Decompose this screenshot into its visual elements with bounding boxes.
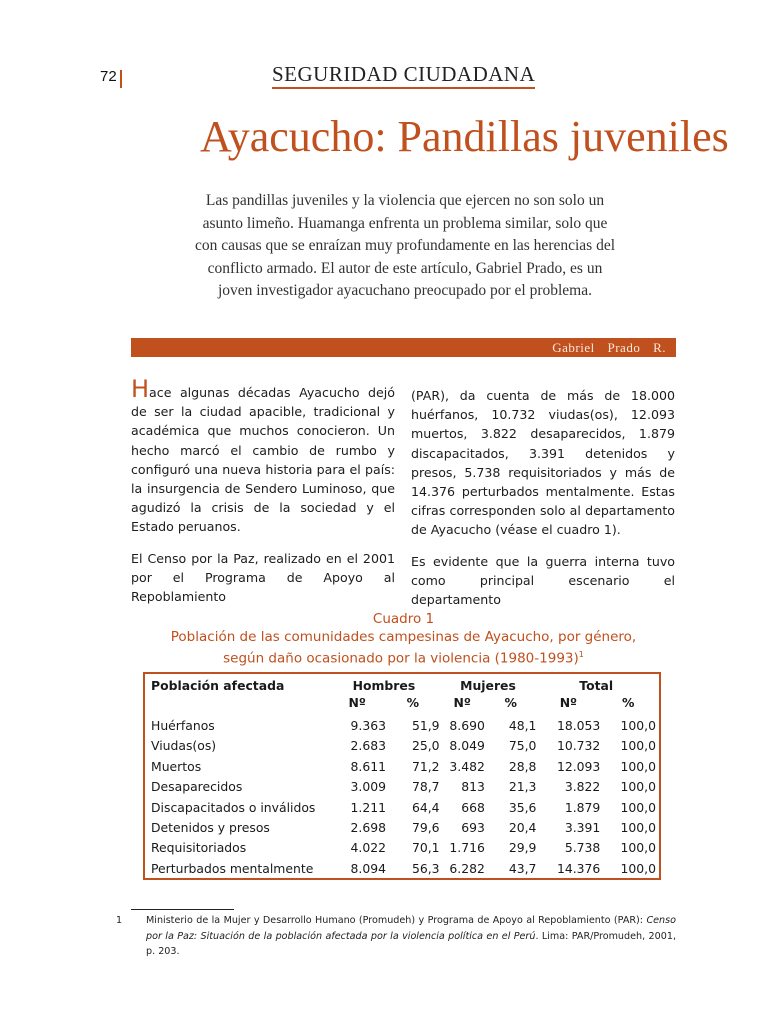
col-header-pct: % xyxy=(406,695,419,710)
table-title-line xyxy=(131,646,676,668)
row-label: Desaparecidos xyxy=(151,779,243,795)
data-table xyxy=(150,678,656,879)
footnote-number: 1 xyxy=(116,915,123,926)
cell-mujeres-n: 668 xyxy=(461,799,485,815)
footnote-ref: 1 xyxy=(578,650,584,659)
page-number-divider xyxy=(120,70,122,88)
table-row xyxy=(150,777,656,797)
footnote-text: Ministerio de la Mujer y Desarrollo Humano (Promudeh) y Programa de Apoyo al Repoblamiento (PAR): xyxy=(146,915,647,926)
article-title: Ayacucho: Pandillas juveniles xyxy=(200,112,729,161)
col-header-blank xyxy=(150,694,328,712)
row-label: Muertos xyxy=(151,758,202,774)
text-column-left xyxy=(131,375,395,618)
cell-mujeres-pct: 29,9 xyxy=(508,840,537,856)
cell-hombres-pct: 79,6 xyxy=(411,820,440,836)
paragraph: (PAR), da cuenta de más de 18.000 huérfanos, 10.732 viudas(os), 12.093 muertos, 3.822 desaparecidos, 1.879 discapacitados, 3.391 detenidos y presos, 5.738 requisitoriados y más de 14.376 perturbados mentalmente. Estas cifras corresponden solo al departamento de Ayacucho (véase el cuadro 1). xyxy=(411,388,675,538)
cell-hombres-pct: 71,2 xyxy=(411,758,440,774)
cell-mujeres-pct: 75,0 xyxy=(508,738,537,754)
table-row xyxy=(150,859,656,879)
author-bar xyxy=(131,338,676,357)
cell-total-n: 10.732 xyxy=(556,738,601,754)
cell-total-pct: 100,0 xyxy=(620,840,656,856)
cell-total-n: 3.391 xyxy=(564,820,601,836)
footnote-title: Censo por la Paz: Situación de la población afectada por la violencia política en el Perú xyxy=(146,915,676,942)
cell-hombres-n: 8.611 xyxy=(350,758,386,774)
table-title-text: según daño ocasionado por la violencia (1980-1993) xyxy=(223,650,579,667)
table-row xyxy=(150,757,656,777)
cell-hombres-pct: 64,4 xyxy=(411,799,440,815)
cell-total-n: 5.738 xyxy=(564,840,601,856)
cell-total-pct: 100,0 xyxy=(620,860,656,876)
table-title-line: Población de las comunidades campesinas de Ayacucho, por género, xyxy=(170,629,637,645)
col-header-n: Nº xyxy=(348,695,366,710)
drop-cap: H xyxy=(131,375,150,403)
cell-mujeres-pct: 48,1 xyxy=(508,718,537,733)
cell-total-pct: 100,0 xyxy=(620,820,656,836)
text-column-right xyxy=(411,386,675,621)
cell-mujeres-pct: 35,6 xyxy=(508,799,537,815)
cell-hombres-pct: 56,3 xyxy=(411,860,440,876)
cell-mujeres-pct: 20,4 xyxy=(508,820,537,836)
cell-total-pct: 100,0 xyxy=(620,779,656,795)
row-label: Perturbados mentalmente xyxy=(151,860,314,876)
cell-hombres-n: 1.211 xyxy=(350,799,386,815)
row-label: Requisitoriados xyxy=(151,840,247,856)
author-name: Gabriel Prado R. xyxy=(552,340,666,355)
data-table-frame xyxy=(143,672,661,880)
table-row xyxy=(150,712,656,736)
cell-total-n: 1.879 xyxy=(564,799,601,815)
cell-mujeres-n: 8.049 xyxy=(449,738,485,754)
table-row xyxy=(150,818,656,838)
cell-hombres-pct: 51,9 xyxy=(411,718,440,733)
cell-hombres-n: 4.022 xyxy=(350,840,386,856)
cell-total-n: 3.822 xyxy=(564,779,601,795)
cell-mujeres-n: 6.282 xyxy=(449,860,485,876)
cell-hombres-pct: 70,1 xyxy=(411,840,440,856)
page-number: 72 xyxy=(100,68,117,85)
cell-hombres-n: 8.094 xyxy=(350,860,386,876)
footnote-rule xyxy=(131,909,234,910)
paragraph: Es evidente que la guerra interna tuvo como principal escenario el departamento xyxy=(411,553,675,608)
col-header-pct: % xyxy=(621,695,635,710)
cell-hombres-n: 2.683 xyxy=(350,738,386,754)
article-lead: Las pandillas juveniles y la violencia que ejercen no son solo un asunto limeño. Huamanga enfrenta un problema similar, solo que con causas que se enraízan muy profundamente en las herencias del conflicto armado. El autor de este artículo, Gabriel Prado, es un joven investigador ayacuchano preocupado por el problema. xyxy=(194,192,616,299)
cell-mujeres-pct: 21,3 xyxy=(508,779,537,795)
col-header-n: Nº xyxy=(453,695,471,710)
cell-mujeres-pct: 28,8 xyxy=(508,758,537,774)
cell-total-n: 18.053 xyxy=(556,718,601,733)
cell-mujeres-n: 693 xyxy=(461,820,485,836)
paragraph xyxy=(131,375,395,537)
table-row xyxy=(150,838,656,858)
cell-hombres-n: 3.009 xyxy=(350,779,386,795)
table-number: Cuadro 1 xyxy=(372,611,435,627)
section-title: SEGURIDAD CIUDADANA xyxy=(272,62,535,89)
col-group-hombres: Hombres xyxy=(352,678,416,693)
cell-mujeres-n: 1.716 xyxy=(449,840,485,856)
cell-total-n: 12.093 xyxy=(556,758,601,774)
cell-total-pct: 100,0 xyxy=(620,799,656,815)
cell-hombres-n: 9.363 xyxy=(350,718,386,733)
cell-total-pct: 100,0 xyxy=(620,718,656,733)
cell-mujeres-n: 3.482 xyxy=(449,758,485,774)
row-label: Detenidos y presos xyxy=(151,820,270,836)
footnote xyxy=(116,913,676,960)
table-caption xyxy=(131,610,676,668)
cell-mujeres-n: 8.690 xyxy=(449,718,485,733)
row-label: Huérfanos xyxy=(151,718,215,733)
row-label: Discapacitados o inválidos xyxy=(151,799,316,815)
row-label: Viudas(os) xyxy=(151,738,217,754)
cell-total-pct: 100,0 xyxy=(620,758,656,774)
table-row xyxy=(150,798,656,818)
col-header-population: Población afectada xyxy=(151,678,285,693)
table-row xyxy=(150,736,656,756)
cell-hombres-n: 2.698 xyxy=(350,820,386,836)
col-header-pct: % xyxy=(504,695,517,710)
paragraph-text: ace algunas décadas Ayacucho dejó de ser la ciudad apacible, tradicional y académica que muchos conocieron. Un hecho marcó el cambio de rumbo y configuró una nueva historia para el país: la insurgencia de Sendero Luminoso, que agudizó la crisis de la sociedad y el Estado peruanos. xyxy=(131,385,395,535)
table-body xyxy=(150,712,656,879)
cell-total-n: 14.376 xyxy=(556,860,601,876)
cell-hombres-pct: 78,7 xyxy=(411,779,440,795)
cell-mujeres-pct: 43,7 xyxy=(508,860,537,876)
cell-hombres-pct: 25,0 xyxy=(411,738,440,754)
col-group-total: Total xyxy=(579,678,614,693)
col-group-mujeres: Mujeres xyxy=(460,678,516,693)
footnote-text: . Lima: PAR/Promudeh, 2001, p. 203. xyxy=(146,930,676,957)
paragraph: El Censo por la Paz, realizado en el 2001 por el Programa de Apoyo al Repoblamiento xyxy=(131,550,395,605)
col-header-n: Nº xyxy=(559,695,578,710)
cell-total-pct: 100,0 xyxy=(620,738,656,754)
cell-mujeres-n: 813 xyxy=(461,779,485,795)
